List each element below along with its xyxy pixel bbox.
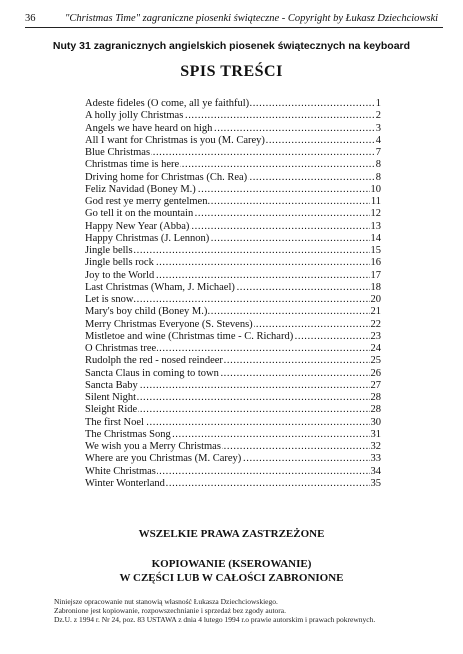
toc-entry-title: Feliz Navidad (Boney M.) [85, 183, 196, 195]
toc-entry [85, 123, 381, 135]
toc-entry-page: 8 [375, 159, 381, 171]
toc-entry [85, 355, 381, 367]
toc-entry [85, 441, 381, 453]
legal-note-line: Zabronione jest kopiowanie, rozpowszechnianie i sprzedaż bez zgody autora. [54, 606, 286, 616]
toc-entry-page: 18 [370, 281, 381, 293]
toc-entry [85, 429, 381, 441]
toc-entry [85, 380, 381, 392]
toc-entry-title: Last Christmas (Wham, J. Michael) [85, 281, 235, 293]
toc-entry-page: 28 [370, 392, 381, 403]
toc-entry [85, 404, 381, 416]
toc-entry-title: Go tell it on the mountain [85, 208, 194, 220]
toc-entry-title: We wish you a Merry Christmas [85, 441, 221, 452]
toc-entry-page: 31 [370, 428, 381, 440]
toc-entry [85, 417, 381, 429]
toc-entry [85, 270, 381, 282]
toc-entry-page: 8 [375, 171, 381, 183]
legal-note-line: Niniejsze opracowanie nut stanowią własność Łukasza Dziechciowskiego. [54, 597, 278, 606]
toc-entry-title: Sleight Ride [85, 404, 138, 416]
toc-entry-title: Angels we have heard on high [85, 122, 213, 134]
toc-entry [85, 135, 381, 147]
toc-entry [85, 221, 381, 233]
toc-entry-page: 17 [370, 269, 381, 281]
toc-entry-page: 10 [370, 183, 381, 195]
toc-entry-page: 35 [370, 477, 381, 489]
toc-entry [85, 368, 381, 380]
toc-entry [85, 306, 381, 318]
toc-entry-title: Jingle bells rock [85, 257, 154, 269]
toc-entry-page: 21 [370, 306, 381, 318]
toc-entry-title: The Christmas Song [85, 428, 171, 440]
legal-notes [54, 597, 444, 625]
toc-entry-page: 2 [375, 110, 381, 122]
toc-entry-title: Rudolph the red - nosed reindeer [85, 355, 223, 367]
toc-entry [85, 319, 381, 331]
toc-entry [85, 172, 381, 184]
toc-entry-page: 11 [370, 196, 381, 207]
toc-entry-title: Sancta Baby [85, 379, 138, 391]
toc-entry [85, 453, 381, 465]
toc-entry-title: Let is snow [85, 294, 134, 305]
toc-entry-title: White Christmas [85, 465, 156, 477]
toc-entry-page: 26 [370, 367, 381, 379]
toc-entry [85, 110, 381, 122]
toc-entry [85, 147, 381, 159]
rights-reserved-notice: WSZELKIE PRAWA ZASTRZEŻONE [138, 528, 325, 540]
page-number: 36 [25, 13, 36, 24]
toc-entry-page: 24 [370, 343, 381, 354]
toc-entry-title: Winter Wonterland [85, 477, 165, 489]
toc-entry-title: Joy to the World [85, 269, 155, 281]
toc-entry-title: Happy New Year (Abba) [85, 220, 190, 232]
toc-entry [85, 159, 381, 171]
toc-entry [85, 196, 381, 208]
toc-entry-title: Sancta Claus in coming to town [85, 367, 219, 379]
book-subtitle: Nuty 31 zagranicznych angielskich piosenek świątecznych na keyboard [52, 40, 411, 52]
toc-entry-title: Jingle bells [85, 245, 133, 256]
toc-entry-title: Happy Christmas (J. Lennon) [85, 232, 210, 244]
toc-entry [85, 98, 381, 110]
toc-entry-page: 34 [370, 465, 381, 477]
toc-entry [85, 257, 381, 269]
toc-entry-page: 25 [370, 355, 381, 367]
toc-entry [85, 343, 381, 355]
copying-notice-line-1: KOPIOWANIE (KSEROWANIE) [151, 558, 312, 570]
toc-entry [85, 245, 381, 257]
toc-entry-page: 28 [370, 404, 381, 416]
toc-entry-page: 33 [370, 453, 381, 465]
toc-entry-page: 22 [370, 318, 381, 330]
toc-entry-title: Christmas time is here [85, 159, 180, 171]
toc-entry [85, 282, 381, 294]
toc-entry-page: 15 [370, 245, 381, 256]
toc-entry-title: A holly jolly Christmas [85, 110, 184, 122]
toc-entry-title: Merry Christmas Everyone (S. Stevens) [85, 318, 253, 330]
toc-entry-page: 1 [375, 98, 381, 109]
toc-entry-title: Adeste fideles (O come, all ye faithful) [85, 98, 250, 109]
toc-entry-page: 12 [370, 208, 381, 220]
toc-entry [85, 208, 381, 220]
toc-entry-page: 30 [370, 416, 381, 428]
toc-entry-page: 14 [370, 232, 381, 244]
toc-entry [85, 392, 381, 404]
copying-notice-line-2: W CZĘŚCI LUB W CAŁOŚCI ZABRONIONE [119, 572, 344, 584]
running-title: "Christmas Time" zagraniczne piosenki świąteczne - Copyright by Łukasz Dziechciowski [65, 13, 439, 24]
toc-entry-page: 27 [370, 379, 381, 391]
toc-entry-title: Where are you Christmas (M. Carey) [85, 453, 242, 465]
toc-entry [85, 233, 381, 245]
toc-entry-page: 13 [370, 220, 381, 232]
toc-entry-title: Blue Christmas [85, 147, 151, 158]
toc-entry-title: Mistletoe and wine (Christmas time - C. Richard) [85, 330, 294, 342]
toc-entry-title: O Christmas tree [85, 343, 157, 354]
toc-entry-page: 7 [375, 147, 381, 158]
toc-entry-page: 4 [375, 134, 381, 146]
toc-entry [85, 466, 381, 478]
toc-entry [85, 184, 381, 196]
toc-entry-title: Silent Night [85, 392, 137, 403]
toc-entry-title: Mary's boy child (Boney M.) [85, 306, 208, 318]
toc-entry-title: Driving home for Christmas (Ch. Rea) [85, 171, 248, 183]
toc-entry-title: All I want for Christmas is you (M. Carey) [85, 134, 265, 146]
page-header [25, 10, 443, 28]
toc-entry-page: 20 [370, 294, 381, 305]
toc-entry-title: The first Noel [85, 416, 144, 428]
legal-note-line: Dz.U. z 1994 r. Nr 24, poz. 83 USTAWA z dnia 4 lutego 1994 r.o prawie autorskim i prawach pokrewnych. [54, 615, 376, 625]
toc-entry-page: 32 [370, 441, 381, 452]
table-of-contents [85, 98, 381, 490]
toc-entry-page: 3 [375, 122, 381, 134]
header-divider [25, 27, 443, 28]
toc-entry-page: 16 [370, 257, 381, 269]
toc-entry-title: God rest ye merry gentelmen [85, 196, 208, 207]
toc-entry [85, 478, 381, 490]
toc-entry [85, 331, 381, 343]
page-title: SPIS TREŚCI [180, 63, 283, 80]
toc-entry-page: 23 [370, 330, 381, 342]
toc-entry [85, 294, 381, 306]
